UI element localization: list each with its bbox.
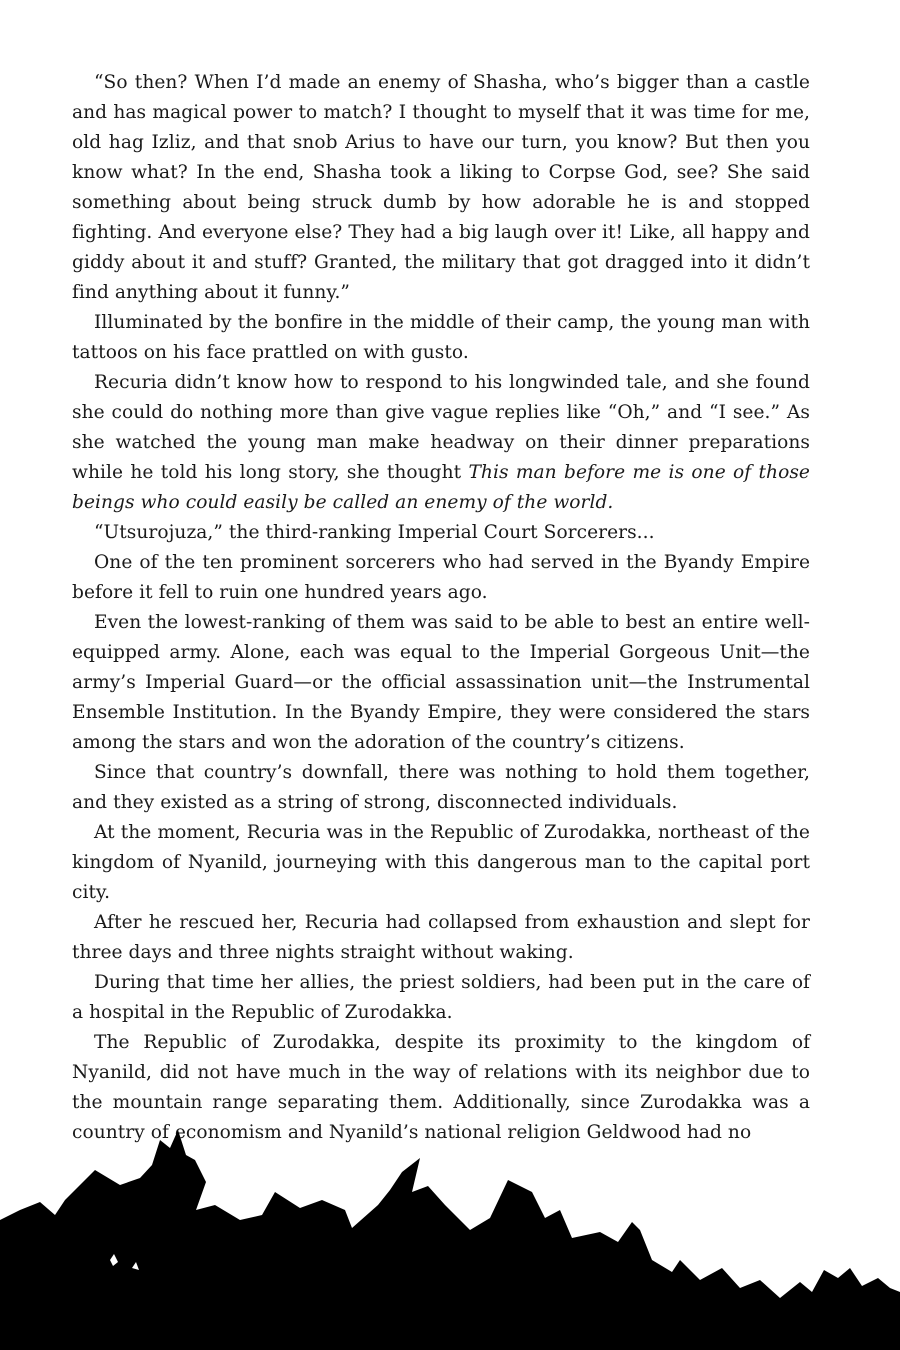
paragraph-9: After he rescued her, Recuria had collapsed from exhaustion and slept for three days and three nights straight without waking. (72, 912, 810, 963)
paragraph-3-text: Recuria didn’t know how to respond to his longwinded tale, and she found she could do nothing more than give vague replies like “Oh,” and “I see.” As she watched the young man make headway on their dinner preparations while he told his long story, she thought (72, 372, 810, 483)
paragraph-11: The Republic of Zurodakka, despite its proximity to the kingdom of Nyanild, did not have much in the way of relations with its neighbor due to the mountain range separating them. Additionally, since Zurodakka was a country of economism and Nyanild’s national religion Geldwood had no (72, 1032, 810, 1143)
paragraph-3-italic-thought: This man before me is one of those beings who could easily be called an enemy of the world. (72, 462, 810, 513)
paragraph-7: Since that country’s downfall, there was nothing to hold them together, and they existed as a string of strong, disconnected individuals. (72, 762, 810, 813)
paragraph-3 (72, 368, 810, 518)
jagged-rock-silhouette-icon (0, 1110, 900, 1350)
paragraph-2: Illuminated by the bonfire in the middle of their camp, the young man with tattoos on his face prattled on with gusto. (72, 312, 810, 363)
paragraph-5: One of the ten prominent sorcerers who had served in the Byandy Empire before it fell to ruin one hundred years ago. (72, 552, 810, 603)
paragraph-4: “Utsurojuza,” the third-ranking Imperial Court Sorcerers... (94, 522, 655, 543)
paragraph-1: “So then? When I’d made an enemy of Shasha, who’s bigger than a castle and has magical power to match? I thought to myself that it was time for me, old hag Izliz, and that snob Arius to have our turn, you know? But then you know what? In the end, Shasha took a liking to Corpse God, see? She said something about being struck dumb by how adorable he is and stopped fighting. And everyone else? They had a big laugh over it! Like, all happy and giddy about it and stuff? Granted, the military that got dragged into it didn’t find anything about it funny.” (72, 72, 810, 303)
paragraph-6: Even the lowest-ranking of them was said to be able to best an entire well-equipped army. Alone, each was equal to the Imperial Gorgeous Unit—the army’s Imperial Guard—or the official assassination unit—the Instrumental Ensemble Institution. In the Byandy Empire, they were considered the stars among the stars and won the adoration of the country’s citizens. (72, 612, 810, 753)
body-text (72, 68, 810, 1148)
paragraph-10: During that time her allies, the priest soldiers, had been put in the care of a hospital in the Republic of Zurodakka. (72, 972, 810, 1023)
paragraph-8: At the moment, Recuria was in the Republic of Zurodakka, northeast of the kingdom of Nyanild, journeying with this dangerous man to the capital port city. (72, 822, 810, 903)
